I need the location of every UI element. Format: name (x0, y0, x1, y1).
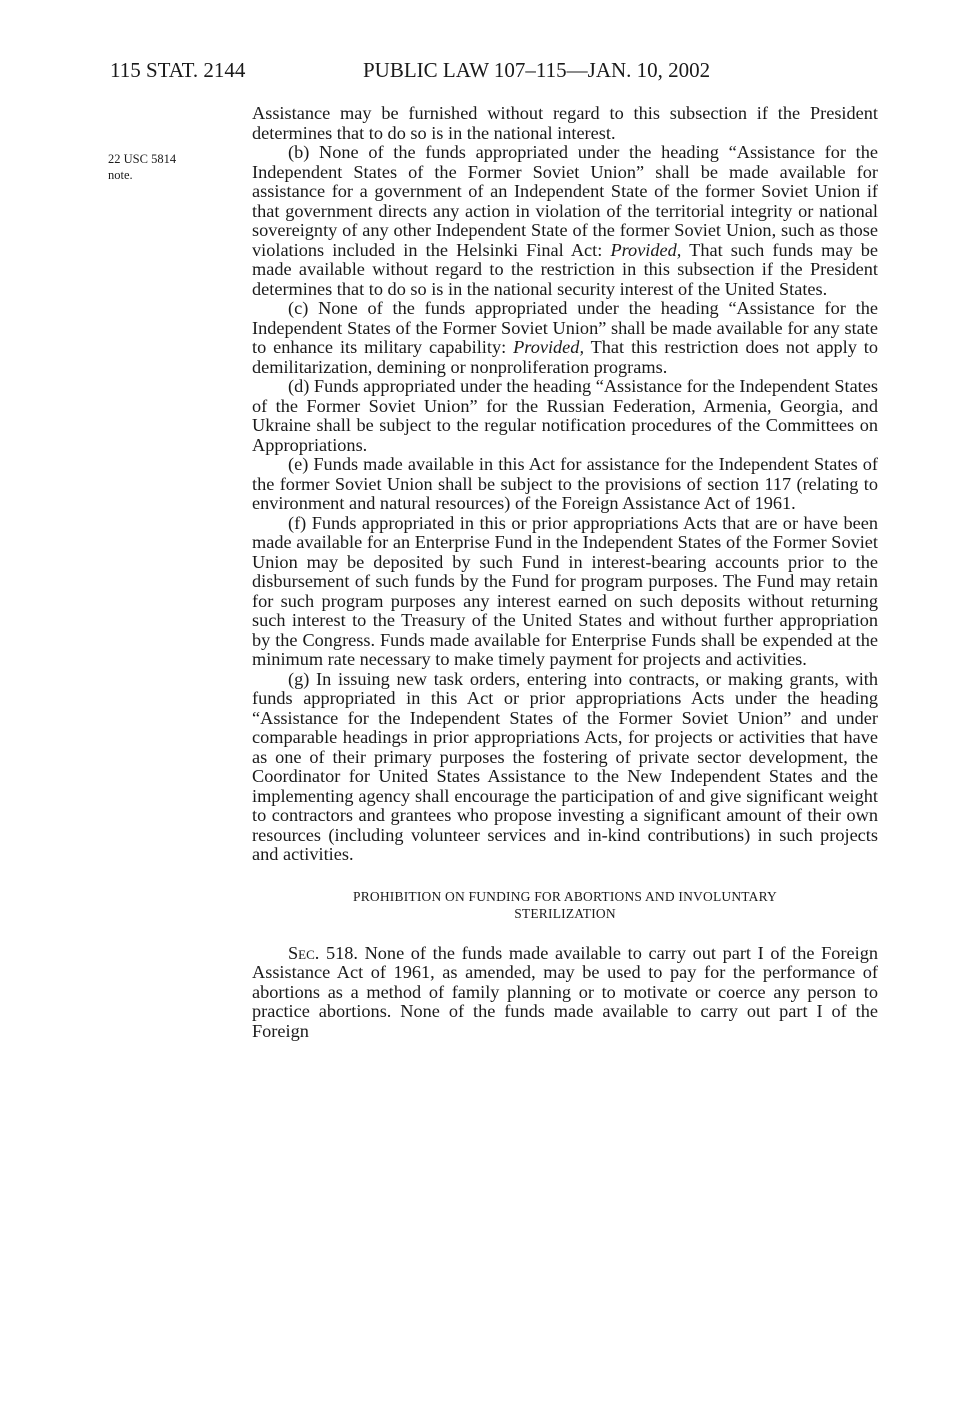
body-text (252, 104, 878, 1041)
paragraph-c (252, 299, 878, 377)
page-header (110, 58, 880, 82)
stat-page-number: 115 STAT. 2144 (110, 58, 246, 82)
paragraph-c-proviso: That this restriction does not apply to demilitarization, demining or nonproliferation programs. (252, 337, 878, 377)
section-518-paragraph (252, 944, 878, 1042)
margin-note-usc: 22 USC 5814 (108, 152, 177, 166)
section-heading-line1: PROHIBITION ON FUNDING FOR ABORTIONS AND INVOLUNTARY (352, 888, 778, 904)
provided-italic: Provided, (513, 337, 585, 357)
paragraph-f: (f) Funds appropriated in this or prior appropriations Acts that are or have been made available for an Enterprise Fund in the Independent States of the Former Soviet Union may be deposited by such Fund in interest-bearing accounts prior to the disbursement of such funds by the Fund for program purposes. The Fund may retain for such program purposes any interest earned on such deposits without returning such interest to the Treasury of the United States and without further appropriation by the Congress. Funds made available for Enterprise Funds shall be expended at the minimum rate necessary to make timely payment for projects and activities. (252, 512, 878, 669)
provided-italic: Provided, (610, 239, 682, 260)
paragraph-g: (g) In issuing new task orders, entering into contracts, or making grants, with funds appropriated in this Act or prior appropriations Acts under the heading “Assistance for the Independent States of the Former Soviet Union” and under comparable headings in prior appropriations Acts, for projects or activities that have as one of their primary purposes the fostering of private sector development, the Coordinator for United States Assistance to the New Independent States and the implementing agency shall encourage the participation of and give significant weight to contractors and grantees who propose investing a significant amount of their own resources (including volunteer services and in-kind contributions) in such projects and activities. (252, 668, 878, 864)
paragraph-b-text: (b) None of the funds appropriated under the heading “Assistance for the Independent States of the Former Soviet Union” shall be made available for assistance for a government of an Independent State of the former Soviet Union if that government directs any action in violation of the territorial integrity or national sovereignty of any other Independent State of the former Soviet Union, such as those violations included in the Helsinki Final Act: (252, 142, 878, 260)
paragraph-e: (e) Funds made available in this Act for assistance for the Independent States of the former Soviet Union shall be subject to the provisions of section 117 (relating to environment and natural resources) of the Foreign Assistance Act of 1961. (252, 454, 878, 513)
section-heading-line2: STERILIZATION (514, 905, 616, 921)
paragraph-c-text: (c) None of the funds appropriated under the heading “Assistance for the Independent States of the Former Soviet Union” shall be made available for any state to enhance its military capability: (252, 298, 878, 357)
paragraph-b-proviso: That such funds may be made available without regard to the restriction in this subsection if the President determines that to do so is in the national security interest of the United States. (252, 239, 878, 299)
paragraph-b (252, 143, 878, 299)
section-number: Sec. 518. (288, 942, 358, 963)
public-law-citation: PUBLIC LAW 107–115—JAN. 10, 2002 (363, 58, 711, 82)
section-heading (252, 888, 878, 922)
section-518-text: None of the funds made available to carry out part I of the Foreign Assistance Act of 1961, as amended, may be used to pay for the performance of abortions as a method of family planning or to motivate or coerce any person to practice abortions. None of the funds made available to carry out part I of the Foreign (252, 942, 878, 1041)
margin-note-label: note. (108, 168, 133, 182)
paragraph-continuation: Assistance may be furnished without regard to this subsection if the President determines that to do so is in the national interest. (252, 103, 878, 143)
paragraph-d: (d) Funds appropriated under the heading “Assistance for the Independent States of the Former Soviet Union” for the Russian Federation, Armenia, Georgia, and Ukraine shall be subject to the regular notification procedures of the Committees on Appropriations. (252, 376, 878, 455)
margin-note (108, 151, 228, 183)
